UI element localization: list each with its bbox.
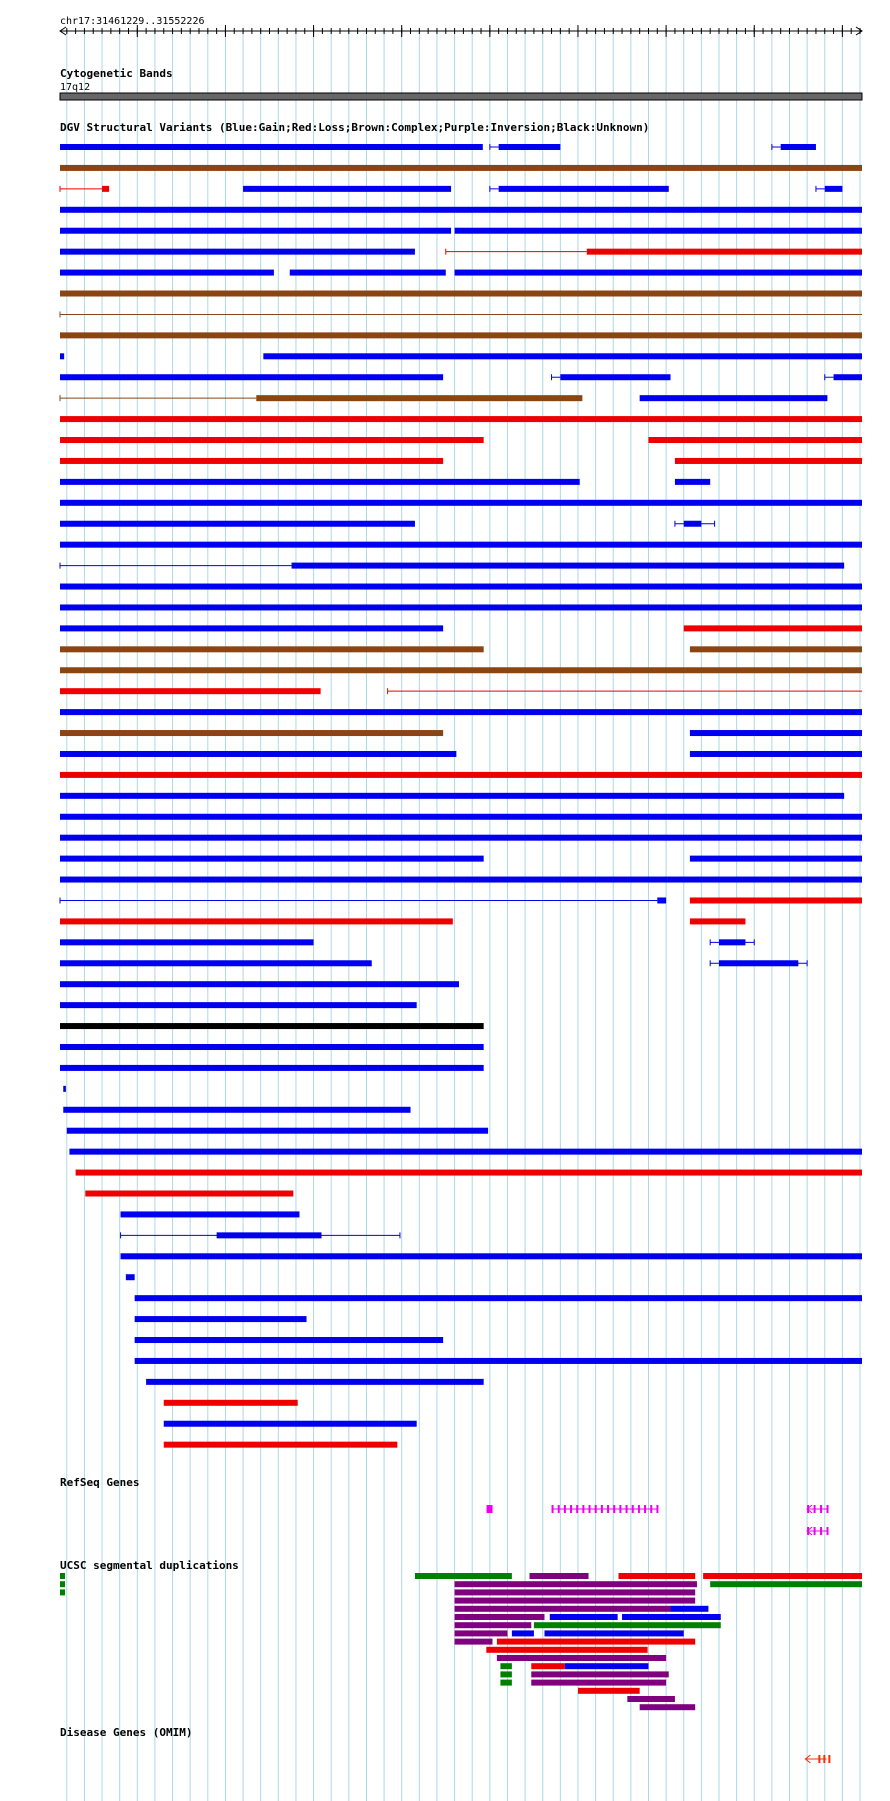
sv-feature[interactable] (290, 270, 446, 276)
sv-feature[interactable] (126, 1274, 135, 1280)
sv-bar[interactable] (67, 1128, 488, 1134)
sv-feature[interactable] (60, 939, 314, 945)
gene-exon (828, 1755, 830, 1763)
segdup-feature[interactable] (531, 1671, 668, 1677)
segdup-feature[interactable] (544, 1630, 683, 1636)
sv-feature[interactable] (164, 1442, 398, 1448)
sv-bar[interactable] (675, 479, 710, 485)
segdup-feature[interactable] (531, 1680, 666, 1686)
gene-exon (814, 1505, 816, 1513)
segdup-feature[interactable] (500, 1671, 511, 1677)
refseq-gene[interactable] (487, 1505, 659, 1513)
segdup-feature[interactable] (455, 1614, 545, 1620)
dgv-track (60, 144, 862, 1448)
gene-exon (589, 1505, 591, 1513)
sv-feature[interactable] (60, 291, 862, 297)
sv-feature[interactable] (690, 897, 862, 903)
sv-bar[interactable] (164, 1400, 298, 1406)
sv-bar[interactable] (690, 730, 862, 736)
sv-bar[interactable] (455, 270, 862, 276)
sv-bar[interactable] (69, 1149, 862, 1155)
sv-bar[interactable] (60, 625, 443, 631)
segdup-feature[interactable] (60, 1589, 65, 1595)
sv-bar[interactable] (256, 395, 582, 401)
omim-track (805, 1755, 830, 1763)
sv-bar[interactable] (60, 877, 862, 883)
segdup-feature[interactable] (512, 1630, 534, 1636)
gene-exon (487, 1505, 493, 1513)
sv-bar[interactable] (640, 395, 828, 401)
sv-bar[interactable] (292, 563, 845, 569)
sv-feature[interactable] (76, 1170, 862, 1176)
sv-bar[interactable] (63, 1086, 66, 1092)
segdup-feature[interactable] (455, 1622, 532, 1628)
segdup-feature[interactable] (455, 1581, 697, 1587)
sv-feature[interactable] (388, 688, 862, 694)
sv-feature[interactable] (690, 730, 862, 736)
sv-feature[interactable] (60, 960, 372, 966)
sv-bar[interactable] (63, 1107, 410, 1113)
sv-feature[interactable] (60, 563, 844, 569)
segdup-feature[interactable] (550, 1614, 618, 1620)
sv-feature[interactable] (60, 1002, 417, 1008)
sv-feature[interactable] (490, 144, 561, 150)
segdup-feature[interactable] (710, 1581, 862, 1587)
sv-feature[interactable] (60, 604, 862, 610)
sv-feature[interactable] (146, 1379, 484, 1385)
sv-feature[interactable] (690, 751, 862, 757)
sv-bar[interactable] (121, 1211, 300, 1217)
gene-exon (814, 1527, 816, 1535)
sv-feature[interactable] (121, 1211, 300, 1217)
gene-exon (552, 1505, 554, 1513)
sv-bar[interactable] (60, 856, 484, 862)
segdup-feature[interactable] (565, 1663, 649, 1669)
sv-feature[interactable] (63, 1107, 410, 1113)
sv-bar[interactable] (587, 249, 862, 255)
sv-feature[interactable] (243, 186, 451, 192)
sv-bar[interactable] (217, 1232, 322, 1238)
gene-exon (582, 1505, 584, 1513)
sv-bar[interactable] (60, 270, 274, 276)
cytoband-bar[interactable] (60, 93, 862, 100)
segdup-feature[interactable] (60, 1573, 65, 1579)
sv-bar[interactable] (76, 1170, 862, 1176)
sv-feature[interactable] (455, 228, 862, 234)
sv-bar[interactable] (60, 458, 443, 464)
gene-exon (626, 1505, 628, 1513)
sv-bar[interactable] (719, 960, 798, 966)
sv-bar[interactable] (60, 207, 862, 213)
gene-exon (638, 1505, 640, 1513)
sv-feature[interactable] (825, 374, 862, 380)
sv-feature[interactable] (60, 458, 443, 464)
sv-feature[interactable] (60, 374, 443, 380)
segdup-feature[interactable] (455, 1589, 696, 1595)
sv-feature[interactable] (60, 877, 862, 883)
sv-feature[interactable] (690, 918, 746, 924)
sv-feature[interactable] (60, 814, 862, 820)
sv-bar[interactable] (146, 1379, 484, 1385)
sv-bar[interactable] (60, 667, 862, 673)
sv-bar[interactable] (60, 479, 580, 485)
sv-feature[interactable] (710, 960, 807, 966)
sv-bar[interactable] (60, 772, 862, 778)
gene-exon (570, 1505, 572, 1513)
sv-bar[interactable] (102, 186, 109, 192)
sv-feature[interactable] (675, 521, 715, 527)
sv-feature[interactable] (60, 249, 415, 255)
sv-bar[interactable] (499, 144, 561, 150)
sv-feature[interactable] (60, 584, 862, 590)
gene-exon (613, 1505, 615, 1513)
segdup-feature[interactable] (622, 1614, 721, 1620)
sv-bar[interactable] (560, 374, 670, 380)
segdup-feature[interactable] (415, 1573, 512, 1579)
gene-exon (564, 1505, 566, 1513)
sv-bar[interactable] (60, 709, 862, 715)
sv-feature[interactable] (60, 332, 862, 338)
sv-feature[interactable] (60, 416, 862, 422)
segdup-feature[interactable] (627, 1696, 675, 1702)
segdup-feature[interactable] (497, 1639, 695, 1645)
segdup-feature[interactable] (578, 1688, 640, 1694)
sv-feature[interactable] (67, 1128, 488, 1134)
sv-feature[interactable] (675, 479, 710, 485)
sv-bar[interactable] (263, 353, 862, 359)
sv-feature[interactable] (648, 437, 862, 443)
sv-bar[interactable] (60, 500, 862, 506)
gene-exon (656, 1505, 658, 1513)
sv-bar[interactable] (690, 897, 862, 903)
sv-bar[interactable] (455, 228, 862, 234)
sv-feature[interactable] (60, 500, 862, 506)
sv-feature[interactable] (263, 353, 862, 359)
sv-bar[interactable] (60, 793, 844, 799)
segdup-feature[interactable] (500, 1680, 511, 1686)
sv-feature[interactable] (60, 207, 862, 213)
gene-exon (644, 1505, 646, 1513)
gene-exon (619, 1505, 621, 1513)
sv-feature[interactable] (60, 228, 451, 234)
segdup-feature[interactable] (619, 1573, 696, 1579)
sv-feature[interactable] (455, 270, 862, 276)
sv-bar[interactable] (834, 374, 862, 380)
sv-bar[interactable] (648, 437, 862, 443)
refseq-gene[interactable] (807, 1505, 828, 1513)
sv-bar[interactable] (60, 521, 415, 527)
sv-feature[interactable] (63, 1086, 66, 1092)
sv-bar[interactable] (825, 186, 843, 192)
sv-bar[interactable] (60, 814, 862, 820)
sv-feature[interactable] (60, 646, 484, 652)
refseq-track-title: RefSeq Genes (60, 1476, 140, 1489)
omim-gene[interactable] (805, 1755, 830, 1763)
sv-bar[interactable] (60, 437, 484, 443)
gene-exon (827, 1505, 829, 1513)
segdup-feature[interactable] (531, 1663, 564, 1669)
gene-exon (607, 1505, 609, 1513)
gene-exon (558, 1505, 560, 1513)
sv-feature[interactable] (60, 793, 844, 799)
sv-feature[interactable] (135, 1358, 862, 1364)
sv-bar[interactable] (60, 332, 862, 338)
sv-bar[interactable] (60, 542, 862, 548)
sv-feature[interactable] (710, 939, 754, 945)
sv-bar[interactable] (60, 374, 443, 380)
sv-bar[interactable] (499, 186, 669, 192)
sv-feature[interactable] (60, 981, 459, 987)
segdup-feature[interactable] (455, 1630, 508, 1636)
sv-feature[interactable] (135, 1337, 443, 1343)
sv-feature[interactable] (675, 458, 862, 464)
segdup-feature[interactable] (455, 1598, 696, 1604)
sv-feature[interactable] (772, 144, 816, 150)
gene-exon (650, 1505, 652, 1513)
segdup-feature[interactable] (486, 1647, 647, 1653)
sv-bar[interactable] (60, 688, 321, 694)
sv-feature[interactable] (690, 856, 862, 862)
sv-bar[interactable] (121, 1253, 862, 1259)
gene-exon (823, 1755, 825, 1763)
sv-feature[interactable] (60, 918, 453, 924)
sv-bar[interactable] (690, 856, 862, 862)
sv-feature[interactable] (60, 144, 483, 150)
gene-exon (601, 1505, 603, 1513)
sv-feature[interactable] (60, 1044, 484, 1050)
sv-bar[interactable] (60, 165, 862, 171)
sv-feature[interactable] (121, 1253, 862, 1259)
segdup-feature[interactable] (497, 1655, 666, 1661)
omim-track-title: Disease Genes (OMIM) (60, 1726, 193, 1739)
sv-bar[interactable] (60, 291, 862, 297)
sv-feature[interactable] (690, 646, 862, 652)
segdup-feature[interactable] (534, 1622, 721, 1628)
segdup-feature[interactable] (703, 1573, 862, 1579)
sv-feature[interactable] (60, 1023, 484, 1029)
sv-feature[interactable] (60, 730, 443, 736)
sv-bar[interactable] (290, 270, 446, 276)
sv-bar[interactable] (243, 186, 451, 192)
sv-feature[interactable] (60, 751, 456, 757)
sv-feature[interactable] (60, 772, 862, 778)
cytoband-track-title: Cytogenetic Bands (60, 67, 173, 80)
sv-bar[interactable] (60, 416, 862, 422)
sv-feature[interactable] (684, 625, 862, 631)
sv-bar[interactable] (719, 939, 745, 945)
sv-bar[interactable] (85, 1191, 293, 1197)
sv-bar[interactable] (60, 1023, 484, 1029)
segdup-feature[interactable] (640, 1704, 696, 1710)
sv-bar[interactable] (60, 249, 415, 255)
sv-feature[interactable] (135, 1316, 307, 1322)
gene-exon (818, 1755, 820, 1763)
segdup-feature[interactable] (530, 1573, 589, 1579)
sv-bar[interactable] (60, 646, 484, 652)
sv-feature[interactable] (552, 374, 671, 380)
sv-feature[interactable] (490, 186, 669, 192)
sv-feature[interactable] (60, 479, 580, 485)
sv-bar[interactable] (60, 918, 453, 924)
dgv-track-title: DGV Structural Variants (Blue:Gain;Red:Loss;Brown:Complex;Purple:Inversion;Black:Unknown) (60, 121, 650, 134)
cytoband-label: 17q12 (60, 82, 91, 93)
sv-feature[interactable] (60, 521, 415, 527)
sv-feature[interactable] (60, 709, 862, 715)
sv-bar[interactable] (60, 751, 456, 757)
sv-bar[interactable] (135, 1295, 862, 1301)
sv-feature[interactable] (60, 353, 64, 359)
segdup-track-title: UCSC segmental duplications (60, 1559, 239, 1572)
segdup-feature[interactable] (455, 1606, 671, 1612)
sv-bar[interactable] (60, 144, 483, 150)
sv-bar[interactable] (60, 1044, 484, 1050)
sv-feature[interactable] (60, 1065, 484, 1071)
sv-feature[interactable] (121, 1232, 400, 1238)
sv-bar[interactable] (657, 897, 666, 903)
sv-bar[interactable] (135, 1337, 443, 1343)
sv-bar[interactable] (60, 939, 314, 945)
sv-bar[interactable] (675, 458, 862, 464)
sv-bar[interactable] (135, 1316, 307, 1322)
segdup-feature[interactable] (671, 1606, 709, 1612)
sv-feature[interactable] (60, 270, 274, 276)
sv-bar[interactable] (781, 144, 816, 150)
gene-exon (820, 1505, 822, 1513)
sv-bar[interactable] (164, 1442, 398, 1448)
sv-bar[interactable] (60, 584, 862, 590)
sv-bar[interactable] (126, 1274, 135, 1280)
sv-feature[interactable] (60, 165, 862, 171)
sv-feature[interactable] (60, 542, 862, 548)
sv-feature[interactable] (164, 1421, 417, 1427)
segdup-feature[interactable] (60, 1581, 65, 1587)
sv-bar[interactable] (164, 1421, 417, 1427)
sv-feature[interactable] (60, 897, 666, 903)
sv-feature[interactable] (85, 1191, 293, 1197)
gene-exon (576, 1505, 578, 1513)
sv-bar[interactable] (60, 730, 443, 736)
sv-feature[interactable] (60, 625, 443, 631)
sv-bar[interactable] (690, 646, 862, 652)
sv-bar[interactable] (684, 625, 862, 631)
sv-bar[interactable] (60, 228, 451, 234)
sv-feature[interactable] (60, 688, 321, 694)
sv-bar[interactable] (690, 751, 862, 757)
sv-feature[interactable] (816, 186, 842, 192)
sv-feature[interactable] (60, 311, 862, 317)
sv-bar[interactable] (60, 1065, 484, 1071)
sv-feature[interactable] (60, 667, 862, 673)
sv-feature[interactable] (60, 856, 484, 862)
gene-exon (820, 1527, 822, 1535)
location-label: chr17:31461229..31552226 (60, 16, 205, 27)
sv-bar[interactable] (60, 960, 372, 966)
gene-exon (595, 1505, 597, 1513)
sv-bar[interactable] (60, 353, 64, 359)
sv-bar[interactable] (135, 1358, 862, 1364)
gene-exon (632, 1505, 634, 1513)
sv-feature[interactable] (135, 1295, 862, 1301)
sv-bar[interactable] (60, 604, 862, 610)
sv-feature[interactable] (60, 395, 582, 401)
sv-bar[interactable] (684, 521, 702, 527)
sv-bar[interactable] (60, 835, 862, 841)
sv-feature[interactable] (446, 249, 862, 255)
gene-exon (827, 1527, 829, 1535)
sv-bar[interactable] (60, 981, 459, 987)
sv-feature[interactable] (640, 395, 828, 401)
refseq-track (487, 1505, 829, 1535)
sv-feature[interactable] (60, 437, 484, 443)
sv-bar[interactable] (690, 918, 746, 924)
sv-feature[interactable] (164, 1400, 298, 1406)
segdup-feature[interactable] (455, 1639, 493, 1645)
refseq-gene[interactable] (807, 1527, 828, 1535)
sv-feature[interactable] (60, 835, 862, 841)
sv-bar[interactable] (60, 1002, 417, 1008)
segdup-track (60, 1573, 862, 1710)
segdup-feature[interactable] (500, 1663, 511, 1669)
sv-feature[interactable] (69, 1149, 862, 1155)
